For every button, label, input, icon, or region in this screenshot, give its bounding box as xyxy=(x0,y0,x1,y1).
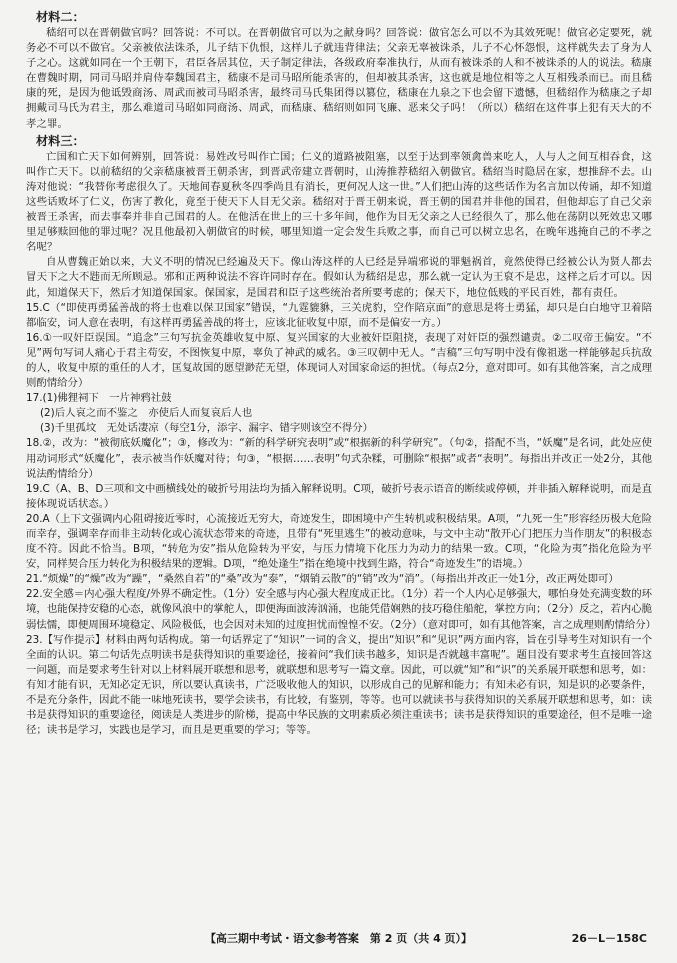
answer-text: 【写作提示】材料由两句话构成。第一句话界定了“知识”一词的含义，提出“知识”和“见识”两方面内容，旨在引导考生对知识有一个全面的认识。第二句话先点明读书是获得知识的重要途径，接着问“我们读书越多，知识是否就越丰富呢”。题目没有要求考生直接回答这一问题，而是要求考生针对以上材料展开联想和思考，就联想和思考写一篇文章。因此，可以就“知”和“识”的关系展开联想和思考，如：有知才能有识，无知必定无识，所以要认真读书，广泛吸收他人的知识，以形成自己的见解和能力；有知未必有识，知是识的必要条件，不是充分条件，因此不能一味地死读书，要学会读书，有比较，有鉴别，等等。也可以就读书与获得知识的关系展开联想和思考，如：读书是获得知识的重要途径，阅读是人类进步的阶梯，提高中华民族的文明素质必须注重读书；读书是获得知识的重要途径，但不是唯一途径；读书是学习，实践也是学习，而且是更重要的学习；等等。 xyxy=(26,633,652,737)
answer-item xyxy=(26,633,652,739)
answer-item xyxy=(26,587,657,632)
answer-item xyxy=(26,572,652,587)
answer-item xyxy=(26,301,652,331)
answer-text: “烦燥”的“燥”改为“躁”，“桑然自若”的“桑”改为“泰”，“烟销云散”的“销”改为“消”。（每指出并改正一处1分，改正两处即可） xyxy=(42,573,619,586)
material-three-paragraph-2: 自从曹魏正始以来，大义不明的情况已经遍及天下。像山涛这样的人已经是异端邪说的罪魁祸首，竟然使得已经被公认为贤人都去冒天下之大不韪而无所顾忌。邪和正两种说法不容许同时存在。假如认为嵇绍是忠，那么就一定认为王裒不是忠，这样之后才可以。因此，知道保天下，然后才知道保国家。保国家，是国君和臣子这些统治者所要考虑的；保天下，地位低贱的平民百姓，都有责任。 xyxy=(26,256,652,299)
answer-text: 安全感＝内心强大程度/外界不确定性。（1分）安全感与内心强大程度成正比。（1分）若一个人内心足够强大，哪怕身处充满变数的环境，也能保持安稳的心态，就像风浪中的掌舵人，即便海面波涛汹涌，也能凭借娴熟的技巧稳住船舵，掌控方向；（2分）反之，若内心脆弱怯懦，即便周围环境稳定、风险极低，也会因对未知的过度担忧而惶惶不安。（2分）（意对即可，如有其他答案，言之成理则酌情给分） xyxy=(26,588,657,631)
page-footer xyxy=(0,931,677,947)
answer-subline: (3)千里孤坟 无处话凄凉（每空1分，添字、漏字、错字则该空不得分） xyxy=(40,422,374,435)
answer-text: (1)佛狸祠下 一片神鸦社鼓 xyxy=(42,392,172,405)
answer-number: 23. xyxy=(26,633,43,646)
answer-item xyxy=(26,512,652,572)
answer-item xyxy=(26,482,652,512)
answer-item xyxy=(26,391,652,406)
footer-code: 26－L－158C xyxy=(571,932,647,945)
answer-text: ②，改为：“被彻底妖魔化”；③，修改为：“新的科学研究表明”或“根据新的科学研究”。（句②，搭配不当，“妖魔”是名词，此处应使用动词形式“妖魔化”，表示被当作妖魔对待；句③，“根据……表明”句式杂糅，可删除“根据”或者“表明”。每指出并改正一处2分，其他说法酌情给分） xyxy=(26,437,652,480)
answer-number: 20. xyxy=(26,512,43,525)
answer-text: A（上下文强调内心阻碍接近零时，心流接近无穷大，奇迹发生，即困境中产生转机或积极结果。A项，“九死一生”形容经历极大危险而幸存，强调幸存而非主动转化或心流状态带来的奇迹，且带有“死里逃生”的被动意味，与文中主动“散开心门把压力当作朋友”的积极态度不符。因此不恰当。B项，“转危为安”指从危险转为平安，与压力情境下化压力为动力的结果一致。C项，“化险为夷”指化危险为平安，同样契合压力转化为积极结果的逻辑。D项，“绝处逢生”指在绝境中找到生路，符合“奇迹发生”的语境。） xyxy=(26,512,652,571)
answer-text: ①一叹奸臣误国。“追念”三句写抗金英雄收复中原、复兴国家的大业被奸臣阻挠，表现了对奸臣的强烈谴责。②二叹帝王偏安。“不见”两句写词人痛心于君主苟安，不图恢复中原，辜负了神武的威名。③三叹朝中无人。“吉稿”三句写明中没有像祖逖一样能够起兵抗敌的人，收复中原的重任的人才，匡复故国的愿望渺茫无望，体现词人对国家命运的担忧。（每点2分，意对即可。如有其他答案，言之成理则酌情给分） xyxy=(26,331,652,390)
material-three-paragraph-1: 亡国和亡天下如何辨别，回答说：易姓改号叫作亡国；仁义的道路被阻塞，以至于达到率领禽兽来吃人，人与人之间互相吞食，这叫作亡天下。以前嵇绍的父亲嵇康被晋王朝杀害，到晋武帝建立晋朝时，山涛推荐嵇绍入朝做官。嵇绍当时隐居在家，想推辞不去。山涛对他说：“我替你考虑很久了。天地间春夏秋冬四季尚且有消长，更何况人这一世。”人们把山涛的这些话作为名言加以传诵，却不知道这些话败坏了仁义，伤害了教化，竟至于使天下人目无父亲。嵇绍对于晋王朝来说，晋王朝的国君并非他的国君，但他却忘了自己父亲被晋王杀害，而去事奉并非自己国君的人。在他活在世上的三十多年间，他作为目无父亲之人已经很久了，那么他在荡阴以死效忠又哪里足够赎回他的罪过呢？况且他最初入朝做官的时候，哪里知道一定会发生兵败之事，而自己可以树立忠名，在晚年逃掩自己的不孝之名呢？ xyxy=(26,150,652,254)
answers-list xyxy=(26,301,657,739)
footer-page-info: 【高三期中考试・语文参考答案 第 2 页（共 4 页）】 xyxy=(204,932,473,945)
answer-text: C（A、B、D三项和文中画横线处的破折号用法均为插入解释说明。C项，破折号表示语音的断续或停顿，并非插入解释说明，而是直接体现说话状态。） xyxy=(26,482,652,510)
answer-number: 19. xyxy=(26,482,43,495)
answer-number: 22. xyxy=(26,588,43,601)
answer-item xyxy=(26,331,652,391)
material-two-text: 嵇绍可以在晋朝做官吗？回答说：不可以。在晋朝做官可以为之献身吗？回答说：做官怎么可以不为其效死呢！做官必定要死，就务必不可以不做官。父亲被依法诛杀，儿子结下仇恨，这样儿子就违背律法；父亲无辜被诛杀，儿子不心怀怨恨，这样就失去了身为人子之心。这就如同在一个王朝下，君臣各居其位，天子制定律法，各级政府奉准执行，从而有被诛杀的人和不被诛杀的人的说法。嵇康在曹魏时期，同司马昭并肩侍奉魏国君主，嵇康不是司马昭所能杀害的，但却被其杀害，这也就是地位相等之人互相残杀而已。而且嵇康的死，是因为他诋毁商汤、周武而被司马昭杀害，最终司马氏集团得以篡位，嵇康在九泉之下也会留下遗憾，但嵇绍作为嵇康之子却拥戴司马氏为君主，那么难道司马昭如同商汤、周武，而嵇康、嵇绍则如同飞廉、恶来父子吗！（所以）嵇绍在这件事上犯有天大的不孝之罪。 xyxy=(26,27,652,130)
answer-number: 21. xyxy=(26,573,43,586)
content-column xyxy=(26,10,657,738)
material-three-heading: 材料三： xyxy=(36,133,85,148)
answer-item xyxy=(26,436,652,481)
answer-number: 17. xyxy=(26,392,43,405)
answer-number: 18. xyxy=(26,437,43,450)
material-two-heading: 材料二： xyxy=(36,10,85,24)
answer-text: C（“即使再勇猛善战的将士也难以保卫国家”错误，“九霆貔貅，三关虎豹，空作陪京面”的意思是将士勇猛，却只是白白地守卫着陪都临安，词人意在表明，有这样再勇猛善战的将士，应该北征收复中原，而不是偏安一方。） xyxy=(26,301,652,329)
answer-subline: (2)后人哀之而不鉴之 亦使后人而复哀后人也 xyxy=(40,407,253,420)
answer-number: 15. xyxy=(26,301,43,314)
answer-number: 16. xyxy=(26,331,43,344)
